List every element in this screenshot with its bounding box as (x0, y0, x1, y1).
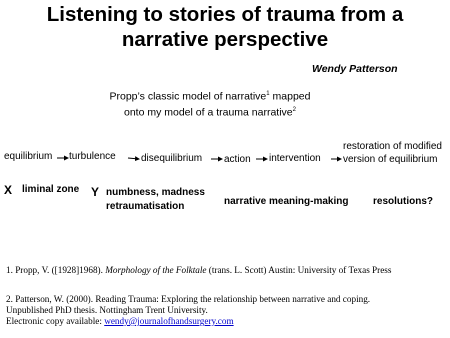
stage-turbulence: turbulence (69, 151, 116, 162)
reference-1-title: Morphology of the Folktale (105, 265, 207, 275)
numbness-line-1: numbness, madness (106, 187, 205, 198)
reference-1-authors: 1. Propp, V. ([1928]1968). (6, 265, 106, 275)
subtitle-line2-text: onto my model of a trauma narrative (123, 106, 293, 118)
title-line-1: Listening to stories of trauma from a (46, 3, 404, 26)
numbness-line-2: retraumatisation (106, 201, 185, 212)
arrow-turbulence-to-disequilibrium (128, 158, 139, 159)
reference-2-line-1: 2. Patterson, W. (2000). Reading Trauma: Exploring the relationship between narrative and coping. (6, 294, 371, 304)
subtitle-line1-text: Propp’s classic model of narrative (109, 90, 267, 103)
marker-y: Y (91, 185, 100, 199)
meaning-making-label: narrative meaning-making (224, 196, 349, 207)
stage-restoration-line-2: version of equilibrium (343, 154, 438, 165)
reference-2-line-2: Unpublished PhD thesis. Nottingham Trent University. (6, 305, 208, 315)
footnote-marker-2: 2 (292, 106, 296, 113)
reference-2 (6, 294, 446, 327)
reference-2-line-3 (6, 316, 446, 327)
stage-intervention: intervention (269, 153, 321, 164)
electronic-copy-label: Electronic copy available: (6, 316, 105, 326)
stage-action: action (224, 154, 251, 165)
stage-disequilibrium: disequilibrium (141, 153, 203, 164)
reference-1 (6, 265, 446, 276)
numbness-label (106, 186, 205, 214)
resolutions-label: resolutions? (373, 196, 434, 207)
marker-x: X (4, 183, 13, 197)
author-name: Wendy Patterson (312, 63, 398, 75)
email-link[interactable]: wendy@journalofhandsurgery.com (104, 316, 234, 326)
stage-equilibrium: equilibrium (4, 151, 53, 162)
liminal-zone-label: liminal zone (22, 184, 80, 195)
reference-1-publisher: (trans. L. Scott) Austin: University of Texas Press (206, 265, 392, 275)
subtitle-line1-tail: mapped (269, 90, 311, 103)
footnote-marker-1: 1 (266, 91, 270, 97)
title-line-2: narrative perspective (121, 28, 329, 51)
stage-restoration-line-1: restoration of modified (343, 141, 442, 152)
